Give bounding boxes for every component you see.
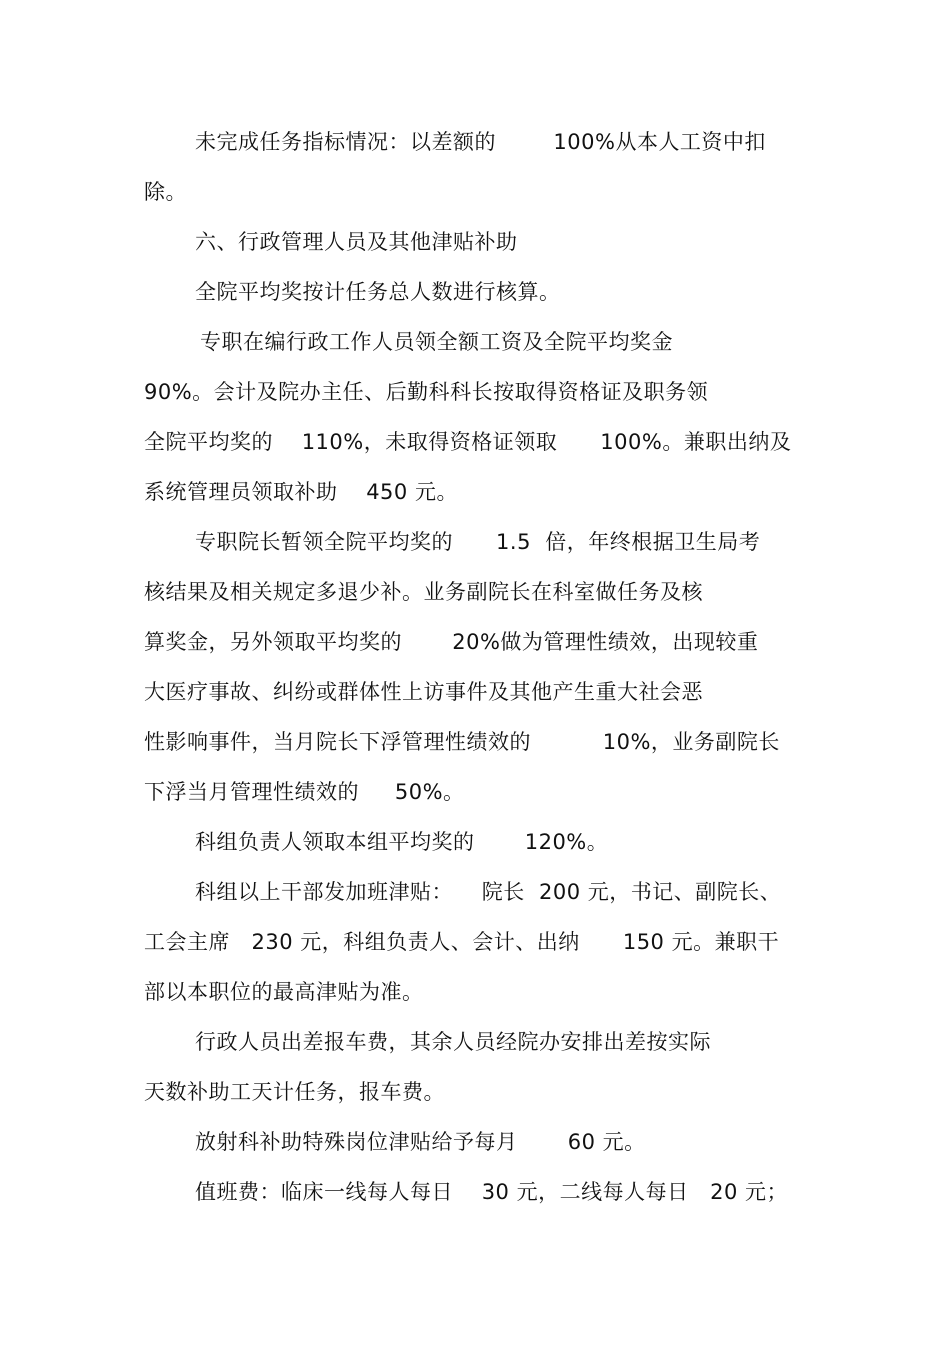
text-line: 系统管理员领取补助 450 元。 bbox=[144, 480, 458, 504]
text-line: 值班费：临床一线每人每日 30 元，二线每人每日 20 元； bbox=[195, 1180, 789, 1204]
text-line: 行政人员出差报车费，其余人员经院办安排出差按实际 bbox=[195, 1030, 711, 1054]
text-line: 除。 bbox=[144, 180, 187, 204]
text-line: 科组以上干部发加班津贴： 院长 200 元，书记、副院长、 bbox=[195, 880, 782, 904]
text-line: 算奖金，另外领取平均奖的 20%做为管理性绩效，出现较重 bbox=[144, 630, 759, 654]
text-line: 工会主席 230 元，科组负责人、会计、出纳 150 元。兼职干 bbox=[144, 930, 780, 954]
text-line: 放射科补助特殊岗位津贴给予每月 60 元。 bbox=[195, 1130, 646, 1154]
text-line: 90%。会计及院办主任、后勤科科长按取得资格证及职务领 bbox=[144, 380, 709, 404]
text-line: 下浮当月管理性绩效的 50%。 bbox=[144, 780, 465, 804]
text-line: 全院平均奖按计任务总人数进行核算。 bbox=[195, 280, 561, 304]
text-line: 全院平均奖的 110%，未取得资格证领取 100%。兼职出纳及 bbox=[144, 430, 792, 454]
text-line: 性影响事件，当月院长下浮管理性绩效的 10%，业务副院长 bbox=[144, 730, 780, 754]
text-line: 专职在编行政工作人员领全额工资及全院平均奖金 bbox=[200, 330, 673, 354]
text-line: 专职院长暂领全院平均奖的 1.5 倍，年终根据卫生局考 bbox=[195, 530, 761, 554]
text-line: 部以本职位的最高津贴为准。 bbox=[144, 980, 424, 1004]
section-heading: 六、行政管理人员及其他津贴补助 bbox=[195, 230, 518, 254]
text-line: 天数补助工天计任务，报车费。 bbox=[144, 1080, 445, 1104]
text-line: 未完成任务指标情况：以差额的 100%从本人工资中扣 bbox=[195, 130, 766, 154]
text-line: 大医疗事故、纠纷或群体性上访事件及其他产生重大社会恶 bbox=[144, 680, 703, 704]
text-line: 核结果及相关规定多退少补。业务副院长在科室做任务及核 bbox=[144, 580, 703, 604]
text-line: 科组负责人领取本组平均奖的 120%。 bbox=[195, 830, 609, 854]
